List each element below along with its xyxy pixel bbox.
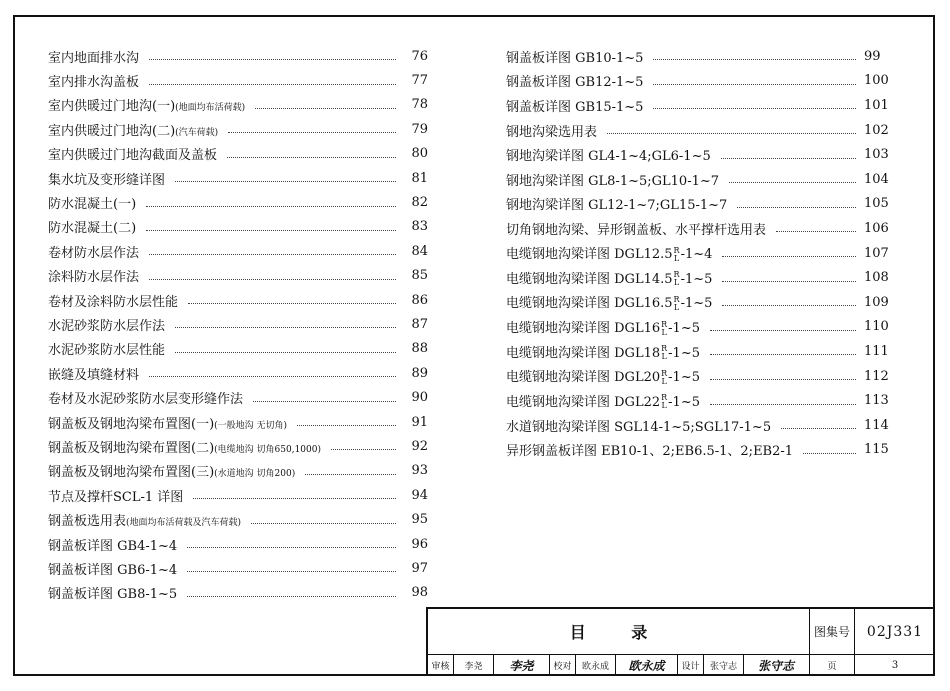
toc-entry [48, 385, 428, 409]
dot-leader [710, 329, 856, 331]
toc-entry-title [48, 535, 177, 554]
toc-entry-title-text: 钢盖板详图 GB15-1~5 [506, 99, 644, 115]
dot-leader [607, 132, 856, 134]
toc-entry-title-text: 钢地沟梁详图 GL8-1~5;GL10-1~7 [506, 173, 720, 189]
toc-entry-title-text: 钢地沟梁详图 GL4-1~4;GL6-1~5 [506, 149, 711, 165]
toc-entry-page: 84 [411, 243, 428, 259]
toc-entry [48, 507, 428, 531]
dot-leader [149, 58, 396, 60]
toc-entry [48, 166, 428, 190]
toc-entry-page: 88 [411, 341, 428, 357]
toc-entry-title [48, 315, 165, 334]
toc-entry-title-text: 水泥砂浆防水层性能 [48, 343, 166, 359]
toc-entry-page: 114 [864, 417, 889, 433]
toc-entry-title [48, 413, 287, 432]
toc-entry-title [48, 217, 136, 236]
toc-entry-title-text: 防水混凝土(二) [48, 221, 137, 237]
toc-entry [506, 192, 892, 217]
toc-entry-title [506, 342, 700, 362]
toc-entry [48, 459, 428, 483]
toc-entry-page: 115 [864, 442, 889, 458]
toc-entry-title [48, 339, 165, 358]
toc-entry-title-text: 钢盖板及钢地沟梁布置图(二) [48, 440, 215, 456]
toc-entry-title-text: 钢地沟梁选用表 [506, 124, 598, 140]
check-signature: 欧永成 [616, 655, 678, 676]
dot-leader [653, 58, 856, 60]
dot-leader [781, 427, 856, 429]
toc-entry-title-suffix: -1~5 [680, 296, 713, 312]
toc-entry-page: 82 [411, 195, 428, 211]
toc-entry [506, 241, 892, 266]
toc-entry [506, 69, 892, 94]
design-label: 设计 [678, 655, 704, 676]
toc-entry-page: 110 [864, 319, 889, 335]
dot-leader [175, 326, 396, 328]
toc-entry-page: 107 [864, 245, 889, 261]
toc-entry-side-fraction: R L [673, 270, 680, 288]
page-number: 3 [891, 660, 899, 671]
toc-entry-title [506, 121, 597, 140]
toc-entry-title [48, 120, 218, 139]
toc-entry-note: (一般地沟 无切角) [214, 420, 288, 431]
toc-entry-page: 109 [864, 294, 889, 310]
toc-right-column [506, 44, 892, 462]
toc-entry-title-text: 水道钢地沟梁详图 SGL14-1~5;SGL17-1~5 [506, 419, 772, 435]
toc-entry-page: 93 [411, 463, 428, 479]
design-name: 张守志 [704, 655, 744, 676]
toc-entry-title [48, 291, 178, 310]
review-label: 审核 [428, 655, 454, 676]
dot-leader [710, 353, 856, 355]
toc-entry-title-text: 钢盖板详图 GB8-1~5 [48, 587, 178, 603]
toc-entry [48, 434, 428, 458]
toc-entry [506, 93, 892, 118]
toc-entry-title [48, 71, 139, 90]
toc-entry-title-text: 钢盖板详图 GB10-1~5 [506, 50, 644, 66]
toc-entry-title-text: 电缆钢地沟梁详图 DGL18 [506, 345, 661, 361]
dot-leader [146, 205, 396, 207]
toc-entry [48, 44, 428, 68]
toc-entry-title-text: 钢盖板及钢地沟梁布置图(三) [48, 465, 215, 481]
toc-entry-title [48, 437, 321, 456]
dot-leader [188, 302, 396, 304]
toc-entry-title-text: 钢地沟梁详图 GL12-1~7;GL15-1~7 [506, 198, 728, 214]
toc-entry-title-suffix: -1~4 [680, 247, 713, 263]
toc-entry [506, 438, 892, 463]
toc-entry-title [506, 391, 700, 411]
toc-entry-side-fraction: R L [661, 344, 668, 362]
toc-entry-title [506, 96, 643, 115]
toc-entry-note: (汽车荷载) [175, 127, 219, 138]
toc-entry [506, 388, 892, 413]
toc-entry-side-fraction: R L [661, 319, 668, 337]
toc-entry [48, 190, 428, 214]
toc-entry-page: 106 [864, 220, 889, 236]
review-name: 李尧 [454, 655, 494, 676]
toc-entry [48, 410, 428, 434]
atlas-number-label: 图集号 [810, 609, 855, 655]
toc-entry-title [506, 145, 711, 164]
toc-entry-title-suffix: -1~5 [680, 271, 713, 287]
toc-entry-title-suffix: -1~5 [668, 345, 700, 361]
toc-entry-title [506, 416, 771, 435]
toc-entry [506, 413, 892, 438]
toc-entry-page: 112 [864, 368, 889, 384]
toc-entry-page: 98 [411, 585, 428, 601]
toc-entry-title [506, 71, 643, 90]
toc-entry [48, 556, 428, 580]
toc-entry [506, 44, 892, 69]
dot-leader [297, 424, 396, 426]
toc-entry-title [48, 266, 139, 285]
dot-leader [228, 131, 396, 133]
toc-entry-title-text: 电缆钢地沟梁详图 DGL12.5 [506, 247, 673, 263]
dot-leader [653, 83, 856, 85]
toc-entry [506, 167, 892, 192]
toc-entry-page: 102 [864, 122, 889, 138]
toc-entry [48, 239, 428, 263]
toc-entry [506, 265, 892, 290]
toc-entry-title [506, 219, 766, 238]
toc-entry-title [48, 559, 177, 578]
toc-entry [48, 215, 428, 239]
toc-entry-title-text: 钢盖板详图 GB4-1~4 [48, 538, 178, 554]
dot-leader [149, 83, 396, 85]
toc-entry-page: 96 [411, 536, 428, 552]
toc-entry-title-text: 卷材防水层作法 [48, 245, 140, 261]
page-label: 页 [810, 655, 855, 676]
toc-entry-title-text: 节点及撑杆SCL-1 详图 [48, 489, 184, 505]
toc-entry-title-text: 电缆钢地沟梁详图 DGL16.5 [506, 296, 673, 312]
toc-entry-side-fraction: R L [673, 245, 680, 263]
toc-entry-title-suffix: -1~5 [668, 394, 700, 410]
toc-entry-side-fraction: R L [661, 393, 668, 411]
toc-entry-title-text: 切角钢地沟梁、异形钢盖板、水平撑杆选用表 [506, 222, 767, 238]
toc-entry [506, 118, 892, 143]
toc-entry-page: 78 [411, 97, 428, 113]
dot-leader [253, 400, 396, 402]
dot-leader [803, 452, 856, 454]
toc-entry-page: 87 [411, 316, 428, 332]
toc-entry-note: (水道地沟 切角200) [214, 469, 296, 480]
toc-entry-title-text: 室内供暖过门地沟(一) [48, 99, 176, 115]
toc-entry-title-suffix: -1~5 [668, 370, 700, 386]
toc-entry-page: 83 [411, 219, 428, 235]
toc-entry-title [48, 169, 165, 188]
toc-entry-title-text: 电缆钢地沟梁详图 DGL14.5 [506, 271, 673, 287]
dot-leader [187, 546, 396, 548]
toc-entry-title [48, 510, 241, 529]
dot-leader [146, 229, 396, 231]
toc-entry [48, 483, 428, 507]
dot-leader [149, 375, 396, 377]
toc-entry-page: 100 [864, 73, 889, 89]
toc-entry-title-text: 卷材及涂料防水层性能 [48, 294, 179, 310]
toc-entry-title-text: 涂料防水层作法 [48, 270, 140, 286]
toc-entry-page: 94 [411, 487, 428, 503]
dot-leader [187, 570, 396, 572]
dot-leader [710, 378, 856, 380]
dot-leader [331, 448, 396, 450]
dot-leader [776, 230, 856, 232]
toc-entry-title-text: 室内排水沟盖板 [48, 75, 140, 91]
check-label: 校对 [550, 655, 576, 676]
toc-entry [48, 581, 428, 605]
toc-entry-title [48, 583, 177, 602]
dot-leader [251, 522, 396, 524]
toc-entry-title [48, 193, 136, 212]
toc-entry-page: 76 [411, 48, 428, 64]
toc-entry-title-text: 室内地面排水沟 [48, 50, 140, 66]
toc-entry-title [48, 461, 295, 480]
dot-leader [149, 253, 396, 255]
toc-entry-page: 108 [864, 270, 889, 286]
toc-entry-title [48, 144, 217, 163]
toc-entry [48, 142, 428, 166]
dot-leader [722, 280, 856, 282]
atlas-number: 02J331 [855, 609, 935, 655]
toc-entry-title-text: 嵌缝及填缝材料 [48, 367, 140, 383]
toc-entry-page: 97 [411, 560, 428, 576]
toc-entry-note: (电缆地沟 切角650,1000) [214, 444, 321, 455]
toc-entry [48, 361, 428, 385]
dot-leader [653, 107, 856, 109]
toc-entry [48, 68, 428, 92]
toc-entry [48, 264, 428, 288]
toc-entry-title-text: 室内供暖过门地沟截面及盖板 [48, 148, 218, 164]
toc-entry-title [506, 47, 643, 66]
toc-entry [48, 312, 428, 336]
toc-entry [48, 117, 428, 141]
toc-entry-title-text: 防水混凝土(一) [48, 197, 137, 213]
toc-entry-note: (地面均布活荷载及汽车荷载) [126, 518, 242, 529]
toc-entry-page: 85 [411, 268, 428, 284]
toc-entry-title-text: 水泥砂浆防水层作法 [48, 318, 166, 334]
toc-entry-page: 86 [411, 292, 428, 308]
signature-row [428, 655, 810, 676]
toc-entry-title [506, 268, 712, 288]
toc-entry-title [506, 243, 712, 263]
toc-entry-page: 81 [411, 170, 428, 186]
toc-entry-page: 103 [864, 147, 889, 163]
toc-entry-title-text: 异形钢盖板详图 EB10-1、2;EB6.5-1、2;EB2-1 [506, 444, 794, 460]
toc-entry-title [506, 440, 793, 459]
toc-entry-title-suffix: -1~5 [668, 321, 700, 337]
toc-entry-page: 99 [864, 48, 881, 64]
toc-entry [48, 532, 428, 556]
toc-entry-title [506, 194, 727, 213]
toc-entry [48, 93, 428, 117]
toc-entry-page: 104 [864, 171, 889, 187]
dot-leader [722, 255, 856, 257]
dot-leader [187, 595, 396, 597]
toc-entry [506, 315, 892, 340]
dot-leader [729, 181, 856, 183]
toc-entry-page: 91 [411, 414, 428, 430]
dot-leader [149, 278, 396, 280]
title-block [426, 607, 935, 676]
dot-leader [227, 156, 396, 158]
toc-entry [506, 142, 892, 167]
toc-entry [506, 290, 892, 315]
toc-entry-title-text: 钢盖板详图 GB12-1~5 [506, 75, 644, 91]
toc-entry [48, 337, 428, 361]
toc-entry-title [48, 364, 139, 383]
toc-entry-title [506, 170, 719, 189]
dot-leader [710, 403, 856, 405]
toc-entry-side-fraction: R L [673, 294, 680, 312]
toc-entry-page: 77 [411, 73, 428, 89]
toc-entry [506, 339, 892, 364]
toc-entry-title [506, 317, 700, 337]
dot-leader [175, 180, 396, 182]
toc-entry [506, 364, 892, 389]
toc-entry-title [506, 292, 712, 312]
toc-entry-page: 95 [411, 512, 428, 528]
toc-entry-title [48, 95, 245, 114]
toc-entry-title-text: 电缆钢地沟梁详图 DGL22 [506, 394, 661, 410]
toc-entry-page: 111 [864, 343, 889, 359]
toc-entry-page: 80 [411, 146, 428, 162]
toc-entry-title-text: 电缆钢地沟梁详图 DGL20 [506, 370, 661, 386]
toc-entry-page: 92 [411, 438, 428, 454]
toc-entry-title-text: 室内供暖过门地沟(二) [48, 123, 176, 139]
dot-leader [305, 473, 396, 475]
toc-entry-page: 105 [864, 196, 889, 212]
dot-leader [737, 206, 856, 208]
toc-entry-title-text: 集水坑及变形缝详图 [48, 172, 166, 188]
dot-leader [193, 497, 396, 499]
toc-entry-title [48, 242, 139, 261]
toc-entry [48, 288, 428, 312]
toc-entry-page: 101 [864, 97, 889, 113]
check-name: 欧永成 [576, 655, 616, 676]
toc-entry-side-fraction: R L [661, 368, 668, 386]
toc-entry-title [48, 388, 243, 407]
dot-leader [721, 157, 856, 159]
toc-entry-page: 79 [411, 121, 428, 137]
design-signature: 张守志 [757, 659, 794, 673]
toc-entry-title-text: 卷材及水泥砂浆防水层变形缝作法 [48, 392, 244, 408]
toc-entry-title-text: 钢盖板详图 GB6-1~4 [48, 562, 178, 578]
toc-left-column [48, 44, 428, 605]
toc-entry-title-text: 电缆钢地沟梁详图 DGL16 [506, 321, 661, 337]
toc-entry-page: 113 [864, 393, 889, 409]
review-signature: 李尧 [494, 655, 550, 676]
dot-leader [255, 107, 396, 109]
dot-leader [175, 351, 396, 353]
toc-entry-title [506, 366, 700, 386]
toc-entry-title-text: 钢盖板及钢地沟梁布置图(一) [48, 416, 215, 432]
document-title: 目 录 [428, 609, 810, 655]
toc-entry-title-text: 钢盖板选用表 [48, 514, 127, 530]
toc-entry-title [48, 47, 139, 66]
toc-entry-page: 89 [411, 365, 428, 381]
toc-entry-note: (地面均布活荷载) [175, 103, 246, 114]
toc-entry-page: 90 [411, 390, 428, 406]
toc-entry [506, 216, 892, 241]
toc-entry-title [48, 486, 183, 505]
dot-leader [722, 304, 856, 306]
